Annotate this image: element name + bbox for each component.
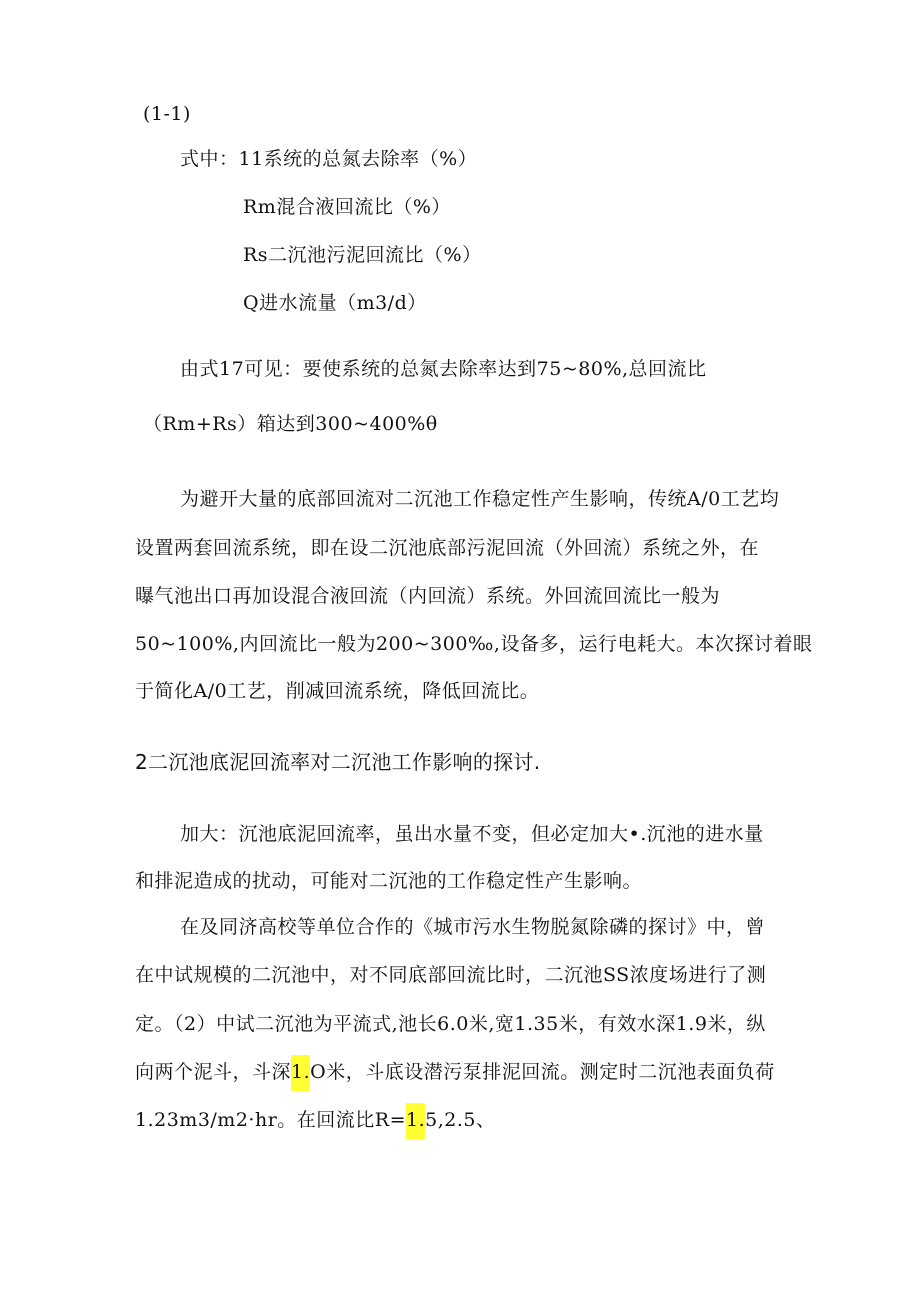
paragraph-2-line-2: 设置两套回流系统，即在设二沉池底部污泥回流（外回流）系统之外，在 [135,537,760,559]
variable-rs: Rs二沉池污泥回流比（%） [243,244,482,266]
highlight-mark: 1. [406,1103,425,1139]
paragraph-1-line-1: 由式17可见：要使系统的总氮去除率达到75~80%,总回流比 [180,358,707,380]
paragraph-4-line-3: 定。（2）中试二沉池为平流式,池长6.0米,宽1.35米，有效水深1.9米，纵 [135,1013,766,1035]
highlight-mark: 1. [291,1055,310,1091]
paragraph-4-line-4 [135,1058,775,1086]
paragraph-1-line-2: （Rm+Rs）箱达到300~400%θ [143,413,438,435]
text-segment: 5,2.5、 [425,1109,496,1131]
paragraph-2-line-4: 50~100%,内回流比一般为200~300‰,设备多，运行电耗大。本次探讨着眼 [135,633,813,655]
paragraph-4-line-5 [135,1106,496,1134]
text-segment: O米，斗底设潜污泵排泥回流。测定时二沉池表面负荷 [310,1061,775,1083]
text-segment: 1.23m3/m2·hr。在回流比R= [135,1109,407,1131]
paragraph-2-line-5: 于简化A/0工艺，削减回流系统，降低回流比。 [135,680,540,702]
paragraph-3-line-1: 加大：沉池底泥回流率，虽出水量不变，但必定加大•.沉池的进水量 [180,823,764,845]
text-segment: 向两个泥斗，斗深 [135,1061,292,1083]
paragraph-2-line-1: 为避开大量的底部回流对二沉池工作稳定性产生影响，传统A/0工艺均 [180,488,780,510]
variable-rm: Rm混合液回流比（%） [243,196,451,218]
paragraph-2-line-3: 曝气池出口再加设混合液回流（内回流）系统。外回流回流比一般为 [135,585,721,607]
paragraph-4-line-2: 在中试规模的二沉池中，对不同底部回流比时，二沉池SS浓度场进行了测 [135,964,767,986]
paragraph-4-line-1: 在及同济高校等单位合作的《城市污水生物脱氮除磷的探讨》中，曾 [180,916,766,938]
variable-q: Q进水流量（m3/d） [243,292,427,314]
variable-intro: 式中：11系统的总氮去除率（%） [180,148,478,170]
equation-reference: (1-1) [143,103,191,125]
section-heading: 2二沉池底泥回流率对二沉池工作影响的探讨. [135,750,541,774]
paragraph-3-line-2: 和排泥造成的扰动，可能对二沉池的工作稳定性产生影响。 [135,870,643,892]
